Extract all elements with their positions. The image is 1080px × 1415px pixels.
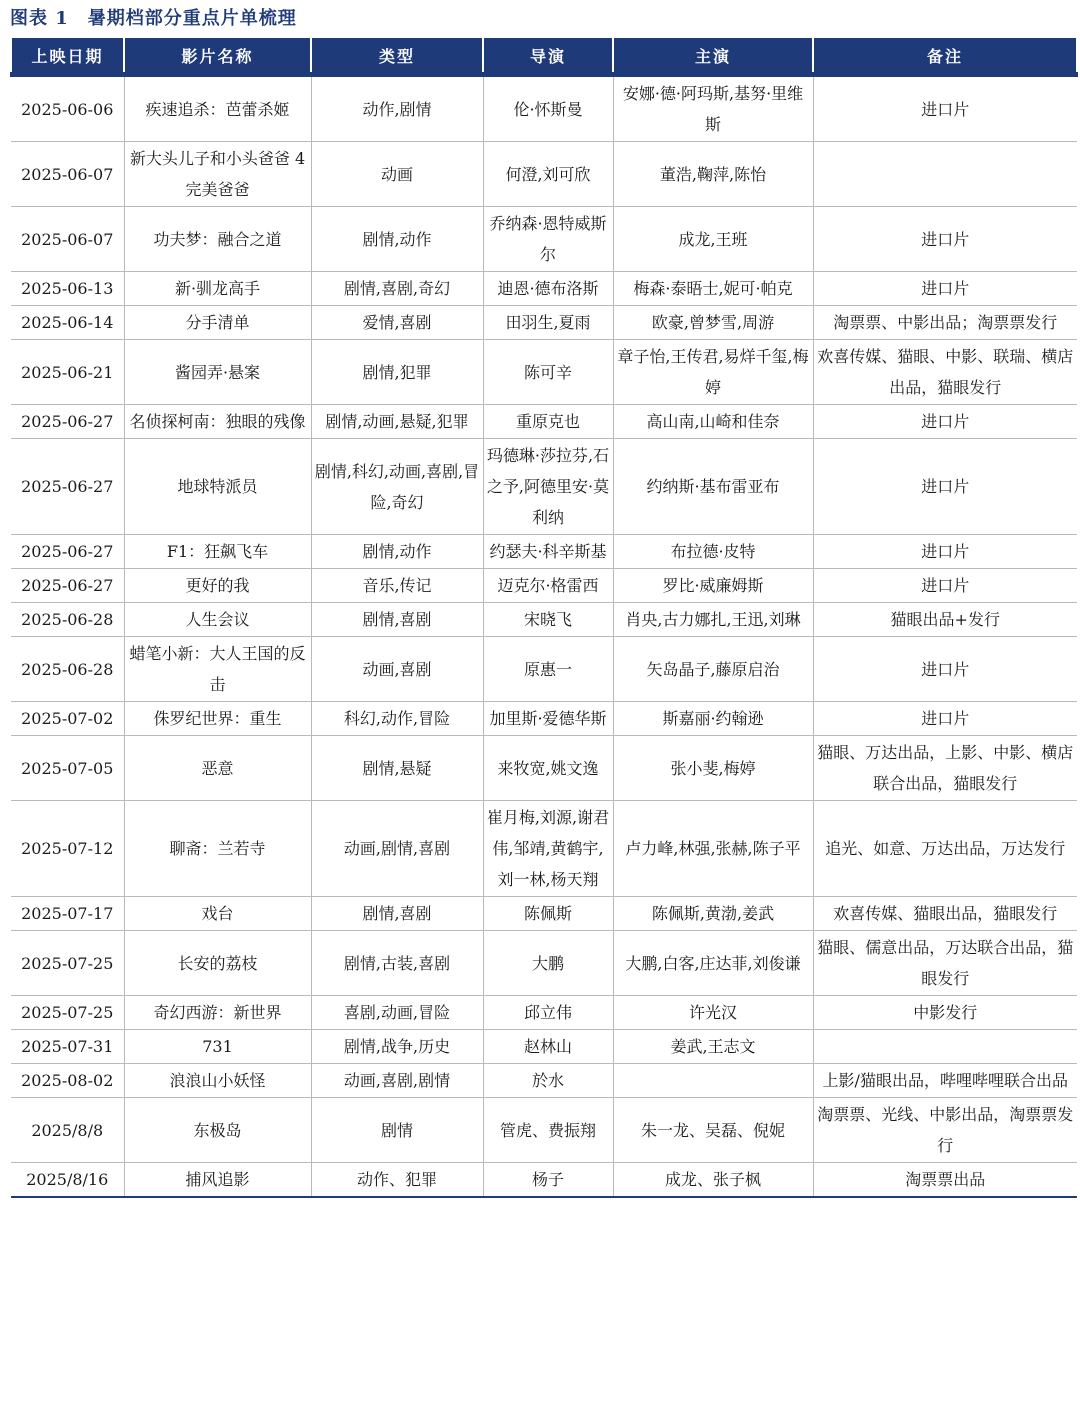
cell-film-name: 731 xyxy=(124,1030,311,1064)
cell-date: 2025-07-02 xyxy=(11,702,124,736)
cell-genre: 动画 xyxy=(311,142,483,207)
header-date: 上映日期 xyxy=(11,38,124,75)
cell-note: 追光、如意、万达出品，万达发行 xyxy=(813,801,1077,897)
cell-director: 玛德琳·莎拉芬,石之予,阿德里安·莫利纳 xyxy=(483,439,613,535)
cell-date: 2025-06-07 xyxy=(11,142,124,207)
cell-date: 2025-06-14 xyxy=(11,306,124,340)
cell-date: 2025-07-31 xyxy=(11,1030,124,1064)
cell-film-name: 恶意 xyxy=(124,736,311,801)
cell-film-name: 浪浪山小妖怪 xyxy=(124,1064,311,1098)
cell-genre: 剧情,古装,喜剧 xyxy=(311,931,483,996)
cell-note: 进口片 xyxy=(813,702,1077,736)
cell-film-name: 名侦探柯南：独眼的残像 xyxy=(124,405,311,439)
table-row xyxy=(11,569,1077,603)
cell-cast: 姜武,王志文 xyxy=(613,1030,813,1064)
cell-director: 田羽生,夏雨 xyxy=(483,306,613,340)
cell-date: 2025-06-27 xyxy=(11,569,124,603)
table-row xyxy=(11,439,1077,535)
cell-genre: 剧情 xyxy=(311,1098,483,1163)
cell-cast: 斯嘉丽·约翰逊 xyxy=(613,702,813,736)
cell-note: 淘票票、光线、中影出品，淘票票发行 xyxy=(813,1098,1077,1163)
cell-genre: 剧情,喜剧 xyxy=(311,897,483,931)
cell-genre: 剧情,犯罪 xyxy=(311,340,483,405)
table-row xyxy=(11,75,1077,142)
header-name: 影片名称 xyxy=(124,38,311,75)
cell-film-name: 功夫梦：融合之道 xyxy=(124,207,311,272)
cell-note: 进口片 xyxy=(813,535,1077,569)
table-row xyxy=(11,931,1077,996)
cell-cast: 成龙,王班 xyxy=(613,207,813,272)
cell-director: 伦·怀斯曼 xyxy=(483,75,613,142)
cell-note: 中影发行 xyxy=(813,996,1077,1030)
cell-director: 於水 xyxy=(483,1064,613,1098)
cell-film-name: F1：狂飙飞车 xyxy=(124,535,311,569)
cell-director: 陈可辛 xyxy=(483,340,613,405)
cell-director: 杨子 xyxy=(483,1163,613,1198)
cell-film-name: 东极岛 xyxy=(124,1098,311,1163)
table-row xyxy=(11,637,1077,702)
cell-cast: 布拉德·皮特 xyxy=(613,535,813,569)
cell-date: 2025-07-05 xyxy=(11,736,124,801)
cell-film-name: 分手清单 xyxy=(124,306,311,340)
cell-film-name: 戏台 xyxy=(124,897,311,931)
cell-cast: 成龙、张子枫 xyxy=(613,1163,813,1198)
cell-note: 猫眼、儒意出品，万达联合出品，猫眼发行 xyxy=(813,931,1077,996)
cell-genre: 科幻,动作,冒险 xyxy=(311,702,483,736)
cell-genre: 动作、犯罪 xyxy=(311,1163,483,1198)
cell-date: 2025-06-27 xyxy=(11,439,124,535)
cell-director: 来牧宽,姚文逸 xyxy=(483,736,613,801)
cell-cast: 安娜·德·阿玛斯,基努·里维斯 xyxy=(613,75,813,142)
cell-cast: 许光汉 xyxy=(613,996,813,1030)
cell-cast: 高山南,山崎和佳奈 xyxy=(613,405,813,439)
cell-film-name: 更好的我 xyxy=(124,569,311,603)
table-row xyxy=(11,801,1077,897)
header-row xyxy=(11,38,1077,75)
cell-date: 2025-06-06 xyxy=(11,75,124,142)
table-row xyxy=(11,1064,1077,1098)
cell-note: 进口片 xyxy=(813,439,1077,535)
cell-film-name: 蜡笔小新：大人王国的反击 xyxy=(124,637,311,702)
header-genre: 类型 xyxy=(311,38,483,75)
cell-cast: 约纳斯·基布雷亚布 xyxy=(613,439,813,535)
table-row xyxy=(11,996,1077,1030)
cell-note: 上影/猫眼出品，哔哩哔哩联合出品 xyxy=(813,1064,1077,1098)
cell-genre: 剧情,动作 xyxy=(311,207,483,272)
cell-date: 2025/8/8 xyxy=(11,1098,124,1163)
cell-note: 猫眼、万达出品，上影、中影、横店联合出品，猫眼发行 xyxy=(813,736,1077,801)
film-table xyxy=(10,38,1078,1198)
cell-note: 进口片 xyxy=(813,405,1077,439)
cell-note xyxy=(813,142,1077,207)
cell-director: 迪恩·德布洛斯 xyxy=(483,272,613,306)
cell-note: 进口片 xyxy=(813,207,1077,272)
cell-genre: 剧情,科幻,动画,喜剧,冒险,奇幻 xyxy=(311,439,483,535)
cell-director: 崔月梅,刘源,谢君伟,邹靖,黄鹤宇,刘一林,杨天翔 xyxy=(483,801,613,897)
cell-film-name: 奇幻西游：新世界 xyxy=(124,996,311,1030)
cell-genre: 剧情,喜剧,奇幻 xyxy=(311,272,483,306)
cell-note: 欢喜传媒、猫眼、中影、联瑞、横店出品，猫眼发行 xyxy=(813,340,1077,405)
table-row xyxy=(11,1098,1077,1163)
cell-cast: 董浩,鞠萍,陈怡 xyxy=(613,142,813,207)
cell-film-name: 聊斋：兰若寺 xyxy=(124,801,311,897)
cell-film-name: 新大头儿子和小头爸爸 4 完美爸爸 xyxy=(124,142,311,207)
cell-director: 宋晓飞 xyxy=(483,603,613,637)
cell-cast: 欧豪,曾梦雪,周游 xyxy=(613,306,813,340)
cell-director: 何澄,刘可欣 xyxy=(483,142,613,207)
cell-cast: 章子怡,王传君,易烊千玺,梅婷 xyxy=(613,340,813,405)
cell-cast: 陈佩斯,黄渤,姜武 xyxy=(613,897,813,931)
table-row xyxy=(11,340,1077,405)
cell-cast: 卢力峰,林强,张赫,陈子平 xyxy=(613,801,813,897)
cell-director: 乔纳森·恩特威斯尔 xyxy=(483,207,613,272)
cell-date: 2025/8/16 xyxy=(11,1163,124,1198)
cell-director: 加里斯·爱德华斯 xyxy=(483,702,613,736)
cell-film-name: 侏罗纪世界：重生 xyxy=(124,702,311,736)
cell-genre: 爱情,喜剧 xyxy=(311,306,483,340)
cell-genre: 音乐,传记 xyxy=(311,569,483,603)
cell-director: 约瑟夫·科辛斯基 xyxy=(483,535,613,569)
cell-date: 2025-06-21 xyxy=(11,340,124,405)
cell-cast: 梅森·泰晤士,妮可·帕克 xyxy=(613,272,813,306)
cell-film-name: 长安的荔枝 xyxy=(124,931,311,996)
cell-note: 淘票票出品 xyxy=(813,1163,1077,1198)
cell-genre: 动画,喜剧,剧情 xyxy=(311,1064,483,1098)
cell-genre: 动画,剧情,喜剧 xyxy=(311,801,483,897)
header-note: 备注 xyxy=(813,38,1077,75)
table-row xyxy=(11,702,1077,736)
cell-film-name: 酱园弄·悬案 xyxy=(124,340,311,405)
table-row xyxy=(11,405,1077,439)
cell-note: 进口片 xyxy=(813,75,1077,142)
cell-note xyxy=(813,1030,1077,1064)
table-row xyxy=(11,306,1077,340)
cell-film-name: 捕风追影 xyxy=(124,1163,311,1198)
table-row xyxy=(11,535,1077,569)
cell-cast: 大鹏,白客,庄达菲,刘俊谦 xyxy=(613,931,813,996)
cell-date: 2025-07-12 xyxy=(11,801,124,897)
cell-cast: 张小斐,梅婷 xyxy=(613,736,813,801)
cell-date: 2025-08-02 xyxy=(11,1064,124,1098)
cell-genre: 喜剧,动画,冒险 xyxy=(311,996,483,1030)
cell-director: 大鹏 xyxy=(483,931,613,996)
cell-genre: 剧情,战争,历史 xyxy=(311,1030,483,1064)
cell-genre: 动画,喜剧 xyxy=(311,637,483,702)
cell-date: 2025-07-25 xyxy=(11,996,124,1030)
cell-cast xyxy=(613,1064,813,1098)
header-director: 导演 xyxy=(483,38,613,75)
cell-cast: 矢岛晶子,藤原启治 xyxy=(613,637,813,702)
cell-note: 进口片 xyxy=(813,272,1077,306)
cell-date: 2025-06-27 xyxy=(11,535,124,569)
cell-genre: 剧情,喜剧 xyxy=(311,603,483,637)
figure-title: 图表 1 暑期档部分重点片单梳理 xyxy=(10,8,297,29)
cell-note: 淘票票、中影出品；淘票票发行 xyxy=(813,306,1077,340)
cell-date: 2025-06-28 xyxy=(11,603,124,637)
table-row xyxy=(11,142,1077,207)
cell-cast: 罗比·威廉姆斯 xyxy=(613,569,813,603)
cell-genre: 剧情,动作 xyxy=(311,535,483,569)
cell-director: 陈佩斯 xyxy=(483,897,613,931)
cell-director: 赵林山 xyxy=(483,1030,613,1064)
cell-date: 2025-06-13 xyxy=(11,272,124,306)
cell-date: 2025-06-07 xyxy=(11,207,124,272)
cell-film-name: 新·驯龙高手 xyxy=(124,272,311,306)
table-row xyxy=(11,207,1077,272)
cell-director: 迈克尔·格雷西 xyxy=(483,569,613,603)
cell-note: 进口片 xyxy=(813,569,1077,603)
cell-genre: 剧情,动画,悬疑,犯罪 xyxy=(311,405,483,439)
cell-note: 猫眼出品+发行 xyxy=(813,603,1077,637)
cell-genre: 剧情,悬疑 xyxy=(311,736,483,801)
cell-date: 2025-07-25 xyxy=(11,931,124,996)
cell-cast: 朱一龙、吴磊、倪妮 xyxy=(613,1098,813,1163)
table-row xyxy=(11,1030,1077,1064)
cell-date: 2025-06-28 xyxy=(11,637,124,702)
table-row xyxy=(11,897,1077,931)
cell-director: 重原克也 xyxy=(483,405,613,439)
table-row xyxy=(11,603,1077,637)
cell-film-name: 人生会议 xyxy=(124,603,311,637)
cell-film-name: 疾速追杀：芭蕾杀姬 xyxy=(124,75,311,142)
cell-director: 原惠一 xyxy=(483,637,613,702)
cell-note: 欢喜传媒、猫眼出品，猫眼发行 xyxy=(813,897,1077,931)
cell-genre: 动作,剧情 xyxy=(311,75,483,142)
cell-date: 2025-07-17 xyxy=(11,897,124,931)
table-row xyxy=(11,272,1077,306)
cell-film-name: 地球特派员 xyxy=(124,439,311,535)
header-cast: 主演 xyxy=(613,38,813,75)
table-row xyxy=(11,1163,1077,1198)
cell-note: 进口片 xyxy=(813,637,1077,702)
cell-cast: 肖央,古力娜扎,王迅,刘琳 xyxy=(613,603,813,637)
cell-director: 管虎、费振翔 xyxy=(483,1098,613,1163)
cell-director: 邱立伟 xyxy=(483,996,613,1030)
cell-date: 2025-06-27 xyxy=(11,405,124,439)
table-row xyxy=(11,736,1077,801)
